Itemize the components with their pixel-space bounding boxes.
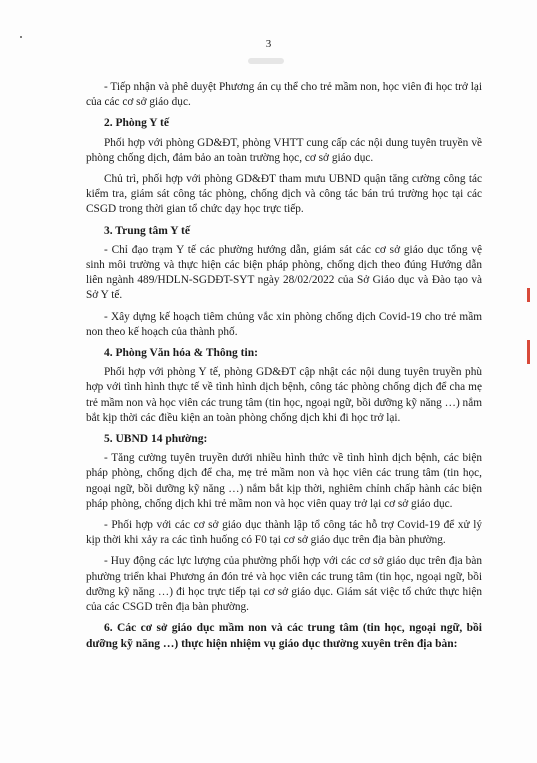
scan-smudge: [248, 58, 284, 64]
paragraph: - Tiếp nhận và phê duyệt Phương án cụ thể cho trẻ mầm non, học viên đi học trở lại của các cơ sở giáo dục.: [86, 81, 482, 109]
paragraph: Phối hợp với phòng Y tế, phòng GD&ĐT cập nhật các nội dung tuyên truyền phù hợp với tình hình thực tế về tình hình dịch bệnh, công tác phòng chống dịch để cha mẹ trẻ mầm non và học viên các trung tâm (tin học, ngoại ngữ, bồi dưỡng kỹ năng …) nắm bắt kịp thời các điều kiện an toàn phòng chống dịch khi đi học trở lại.: [86, 366, 482, 424]
document-body: [86, 80, 482, 656]
paragraph: - Xây dựng kế hoạch tiêm chủng vắc xin phòng chống dịch Covid-19 cho trẻ mầm non theo kế hoạch của thành phố.: [86, 310, 482, 338]
paragraph: - Phối hợp với các cơ sở giáo dục thành lập tổ công tác hỗ trợ Covid-19 để xử lý kịp thời khi xảy ra các tình huống có F0 tại cơ sở giáo dục trên địa bàn phường.: [86, 519, 482, 547]
section-heading: 3. Trung tâm Y tế: [104, 224, 190, 237]
paragraph: - Huy động các lực lượng của phường phối hợp với các cơ sở giáo dục trên địa bàn phường triển khai Phương án đón trẻ và học viên các trung tâm (tin học, ngoại ngữ, bồi dưỡng kỹ năng …) đi học trực tiếp tại cơ sở giáo dục. Giám sát việc tổ chức thực hiện của các CSGD trên địa bàn phường.: [86, 555, 482, 614]
red-edge-mark: [527, 288, 530, 302]
page-number: 3: [265, 38, 272, 50]
section-heading: 4. Phòng Văn hóa & Thông tin:: [104, 347, 258, 360]
section-heading: 2. Phòng Y tế: [104, 117, 169, 130]
paragraph: - Tăng cường tuyên truyền dưới nhiều hình thức về tình hình dịch bệnh, các biện pháp phòng, chống dịch để cha, mẹ trẻ mầm non và học viên các trung tâm (tin học, ngoại ngữ, bồi dưỡng kỹ năng …) nắm bắt kịp thời, nghiêm chỉnh chấp hành các biện pháp phòng, chống dịch khi trẻ mầm non và học viên quay trở lại cơ sở giáo dục.: [86, 452, 482, 510]
paragraph: Chủ trì, phối hợp với phòng GD&ĐT tham mưu UBND quận tăng cường công tác kiểm tra, giám sát công tác phòng, chống dịch và công tác bán trú trường học tại các CSGD trong thời gian tổ chức dạy học trực tiếp.: [86, 173, 482, 216]
paragraph: Phối hợp với phòng GD&ĐT, phòng VHTT cung cấp các nội dung tuyên truyền về phòng chống dịch, đảm bảo an toàn trường học, cơ sở giáo dục.: [86, 136, 482, 164]
section-heading: 6. Các cơ sở giáo dục mầm non và các trung tâm (tin học, ngoại ngữ, bồi dưỡng kỹ năng …) thực hiện nhiệm vụ giáo dục thường xuyên trên địa bàn:: [86, 622, 482, 650]
section-heading: 5. UBND 14 phường:: [104, 433, 208, 446]
red-edge-mark: [527, 340, 530, 364]
paragraph: - Chỉ đạo trạm Y tế các phường hướng dẫn, giám sát các cơ sở giáo dục tổng vệ sinh môi trường và thực hiện các biện pháp phòng, chống dịch theo đúng Hướng dẫn liên ngành 489/HDLN-SGDĐT-SYT ngày 28/02/2022 của Sở Giáo dục và Đào tạo và Sở Y tế.: [86, 243, 482, 302]
